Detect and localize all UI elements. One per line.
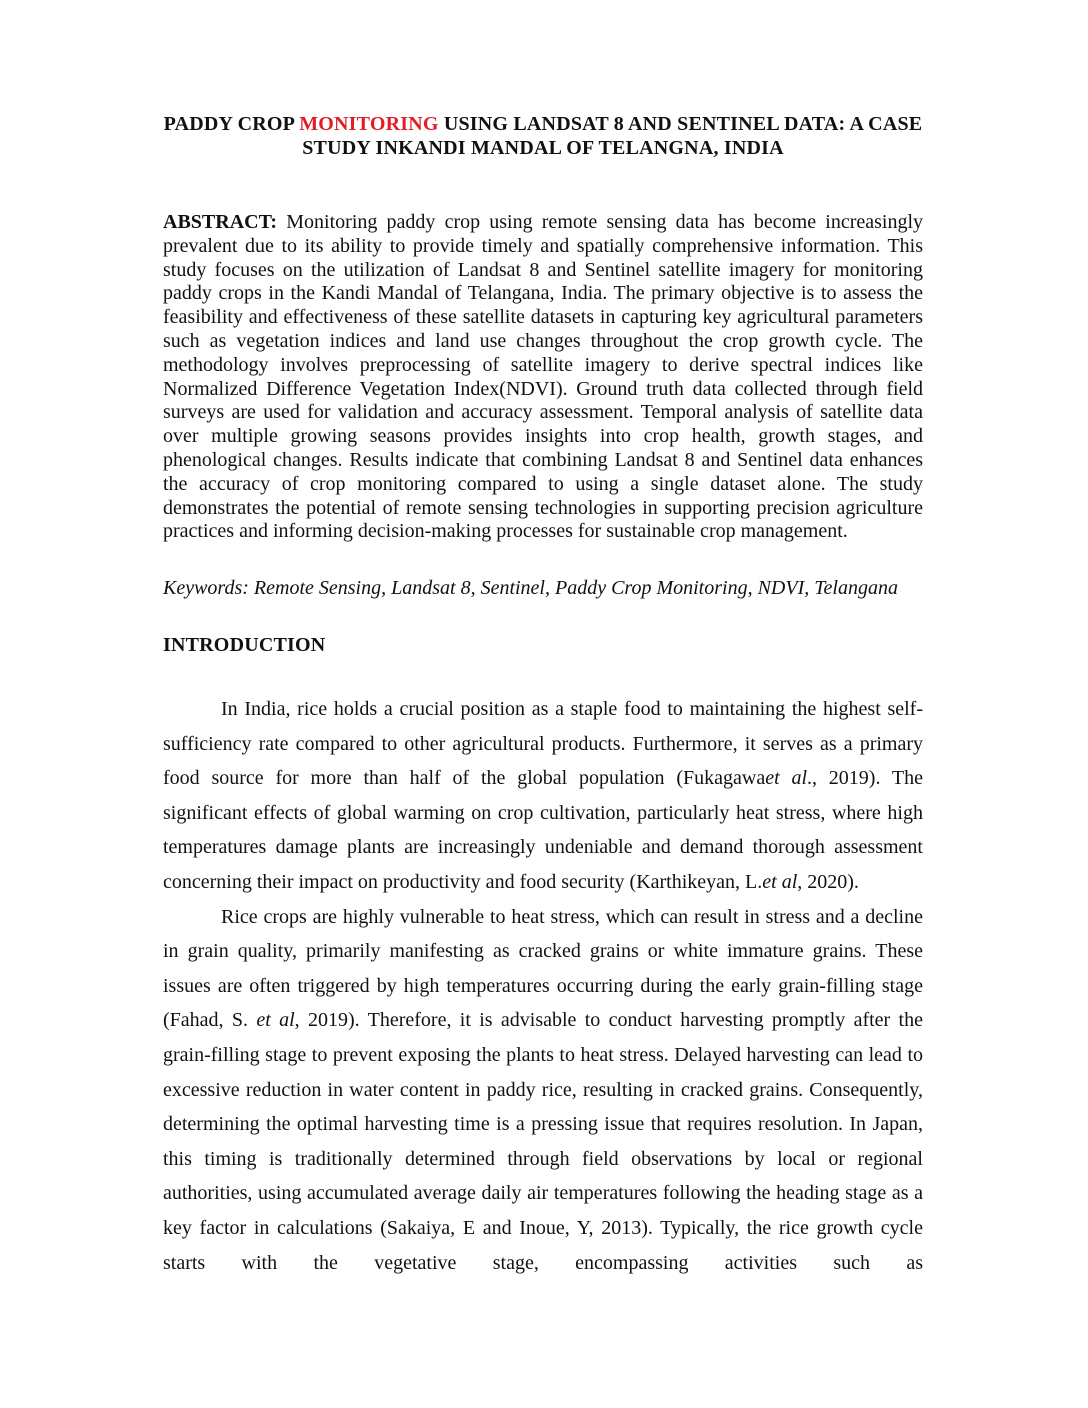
introduction-body <box>163 692 923 1280</box>
paper-title: PADDY CROP MONITORING USING LANDSAT 8 AND SENTINEL DATA: A CASE STUDY INKANDI MANDAL OF TELANGNA, INDIA <box>163 113 923 159</box>
keywords-line: Keywords: Remote Sensing, Landsat 8, Sentinel, Paddy Crop Monitoring, NDVI, Telangana <box>163 577 898 599</box>
introduction-heading: INTRODUCTION <box>163 634 326 656</box>
abstract-paragraph: ABSTRACT: Monitoring paddy crop using remote sensing data has become increasingly prevalent due to its ability to provide timely and spatially comprehensive information. This study focuses on the utilization of Landsat 8 and Sentinel satellite imagery for monitoring paddy crops in the Kandi Mandal of Telangana, India. The primary objective is to assess the feasibility and effectiveness of these satellite datasets in capturing key agricultural parameters such as vegetation indices and land use changes throughout the crop growth cycle. The methodology involves preprocessing of satellite imagery to derive spectral indices like Normalized Difference Vegetation Index(NDVI). Ground truth data collected through field surveys are used for validation and accuracy assessment. Temporal analysis of satellite data over multiple growing seasons provides insights into crop health, growth stages, and phenological changes. Results indicate that combining Landsat 8 and Sentinel data enhances the accuracy of crop monitoring compared to using a single dataset alone. The study demonstrates the potential of remote sensing technologies in supporting precision agriculture practices and informing decision-making processes for sustainable crop management. <box>163 211 924 543</box>
introduction-paragraph-1: In India, rice holds a crucial position as a staple food to maintaining the highest self-sufficiency rate compared to other agricultural products. Furthermore, it serves as a primary food source for more than half of the global population (Fukagawaet al., 2019). The significant effects of global warming on crop cultivation, particularly heat stress, where high temperatures damage plants are increasingly undeniable and demand thorough assessment concerning their impact on productivity and food security (Karthikeyan, L.et al, 2020). <box>163 698 923 893</box>
introduction-paragraph-2: Rice crops are highly vulnerable to heat stress, which can result in stress and a decline in grain quality, primarily manifesting as cracked grains or white immature grains. These issues are often triggered by high temperatures occurring during the early grain-filling stage (Fahad, S. et al, 2019). Therefore, it is advisable to conduct harvesting promptly after the grain-filling stage to prevent exposing the plants to heat stress. Delayed harvesting can lead to excessive reduction in water content in paddy rice, resulting in cracked grains. Consequently, determining the optimal harvesting time is a pressing issue that requires resolution. In Japan, this timing is traditionally determined through field observations by local or regional authorities, using accumulated average daily air temperatures following the heading stage as a key factor in calculations (Sakaiya, E and Inoue, Y, 2013). Typically, the rice growth cycle starts with the vegetative stage, encompassing activities such as <box>163 905 923 1274</box>
